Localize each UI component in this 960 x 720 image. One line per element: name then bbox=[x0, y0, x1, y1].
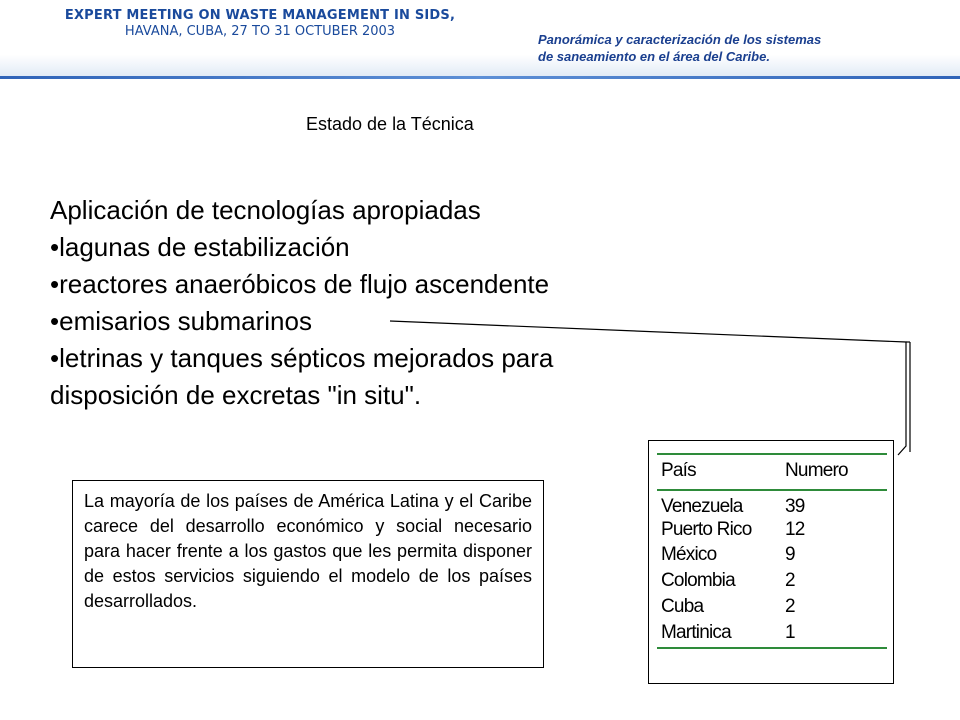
list-intro: Aplicación de tecnologías apropiadas bbox=[50, 195, 481, 225]
slide-heading: Estado de la Técnica bbox=[306, 114, 474, 134]
table-cell-country: Colombia bbox=[661, 570, 735, 591]
table-cell-count: 39 bbox=[785, 496, 805, 517]
table-cell-count: 2 bbox=[785, 570, 795, 591]
table-cell-count: 12 bbox=[785, 519, 805, 540]
list-item-reactores: •reactores anaeróbicos de flujo ascendente bbox=[50, 269, 550, 299]
table-cell-country: Puerto Rico bbox=[661, 519, 752, 540]
table-cell-count: 9 bbox=[785, 544, 795, 565]
list-item-lagunas: •lagunas de estabilización bbox=[50, 232, 350, 262]
event-title: EXPERT MEETING ON WASTE MANAGEMENT IN SIDS, bbox=[64, 8, 456, 23]
note-box: La mayoría de los países de América Latina y el Caribe carece del desarrollo económico y social necesario para hacer frente a los gastos que les permita disponer de estos servicios siguiendo el modelo de los países desarrollados. bbox=[72, 480, 544, 668]
deck-title-line2: de saneamiento en el área del Caribe. bbox=[538, 49, 770, 64]
country-table bbox=[648, 440, 894, 684]
table-cell-country: Martinica bbox=[661, 622, 731, 643]
table-cell-country: Venezuela bbox=[661, 496, 743, 517]
callout-line bbox=[390, 321, 906, 455]
table-header-pais: País bbox=[661, 460, 696, 481]
table-cell-count: 2 bbox=[785, 596, 795, 617]
table-header-numero: Numero bbox=[785, 460, 848, 481]
table-bottom-rule bbox=[657, 647, 887, 649]
list-item-letrinas-cont: disposición de excretas "in situ". bbox=[50, 380, 422, 410]
table-cell-count: 1 bbox=[785, 622, 795, 643]
table-header-rule bbox=[657, 489, 887, 491]
table-cell-country: México bbox=[661, 544, 717, 565]
event-location: HAVANA, CUBA, 27 TO 31 OCTUBER 2003 bbox=[124, 24, 396, 39]
deck-title-line1: Panorámica y caracterización de los sistemas bbox=[538, 32, 822, 47]
list-item-letrinas: •letrinas y tanques sépticos mejorados para bbox=[50, 343, 554, 373]
list-item-emisarios: •emisarios submarinos bbox=[50, 306, 312, 336]
table-top-rule bbox=[657, 453, 887, 455]
table-cell-country: Cuba bbox=[661, 596, 704, 617]
